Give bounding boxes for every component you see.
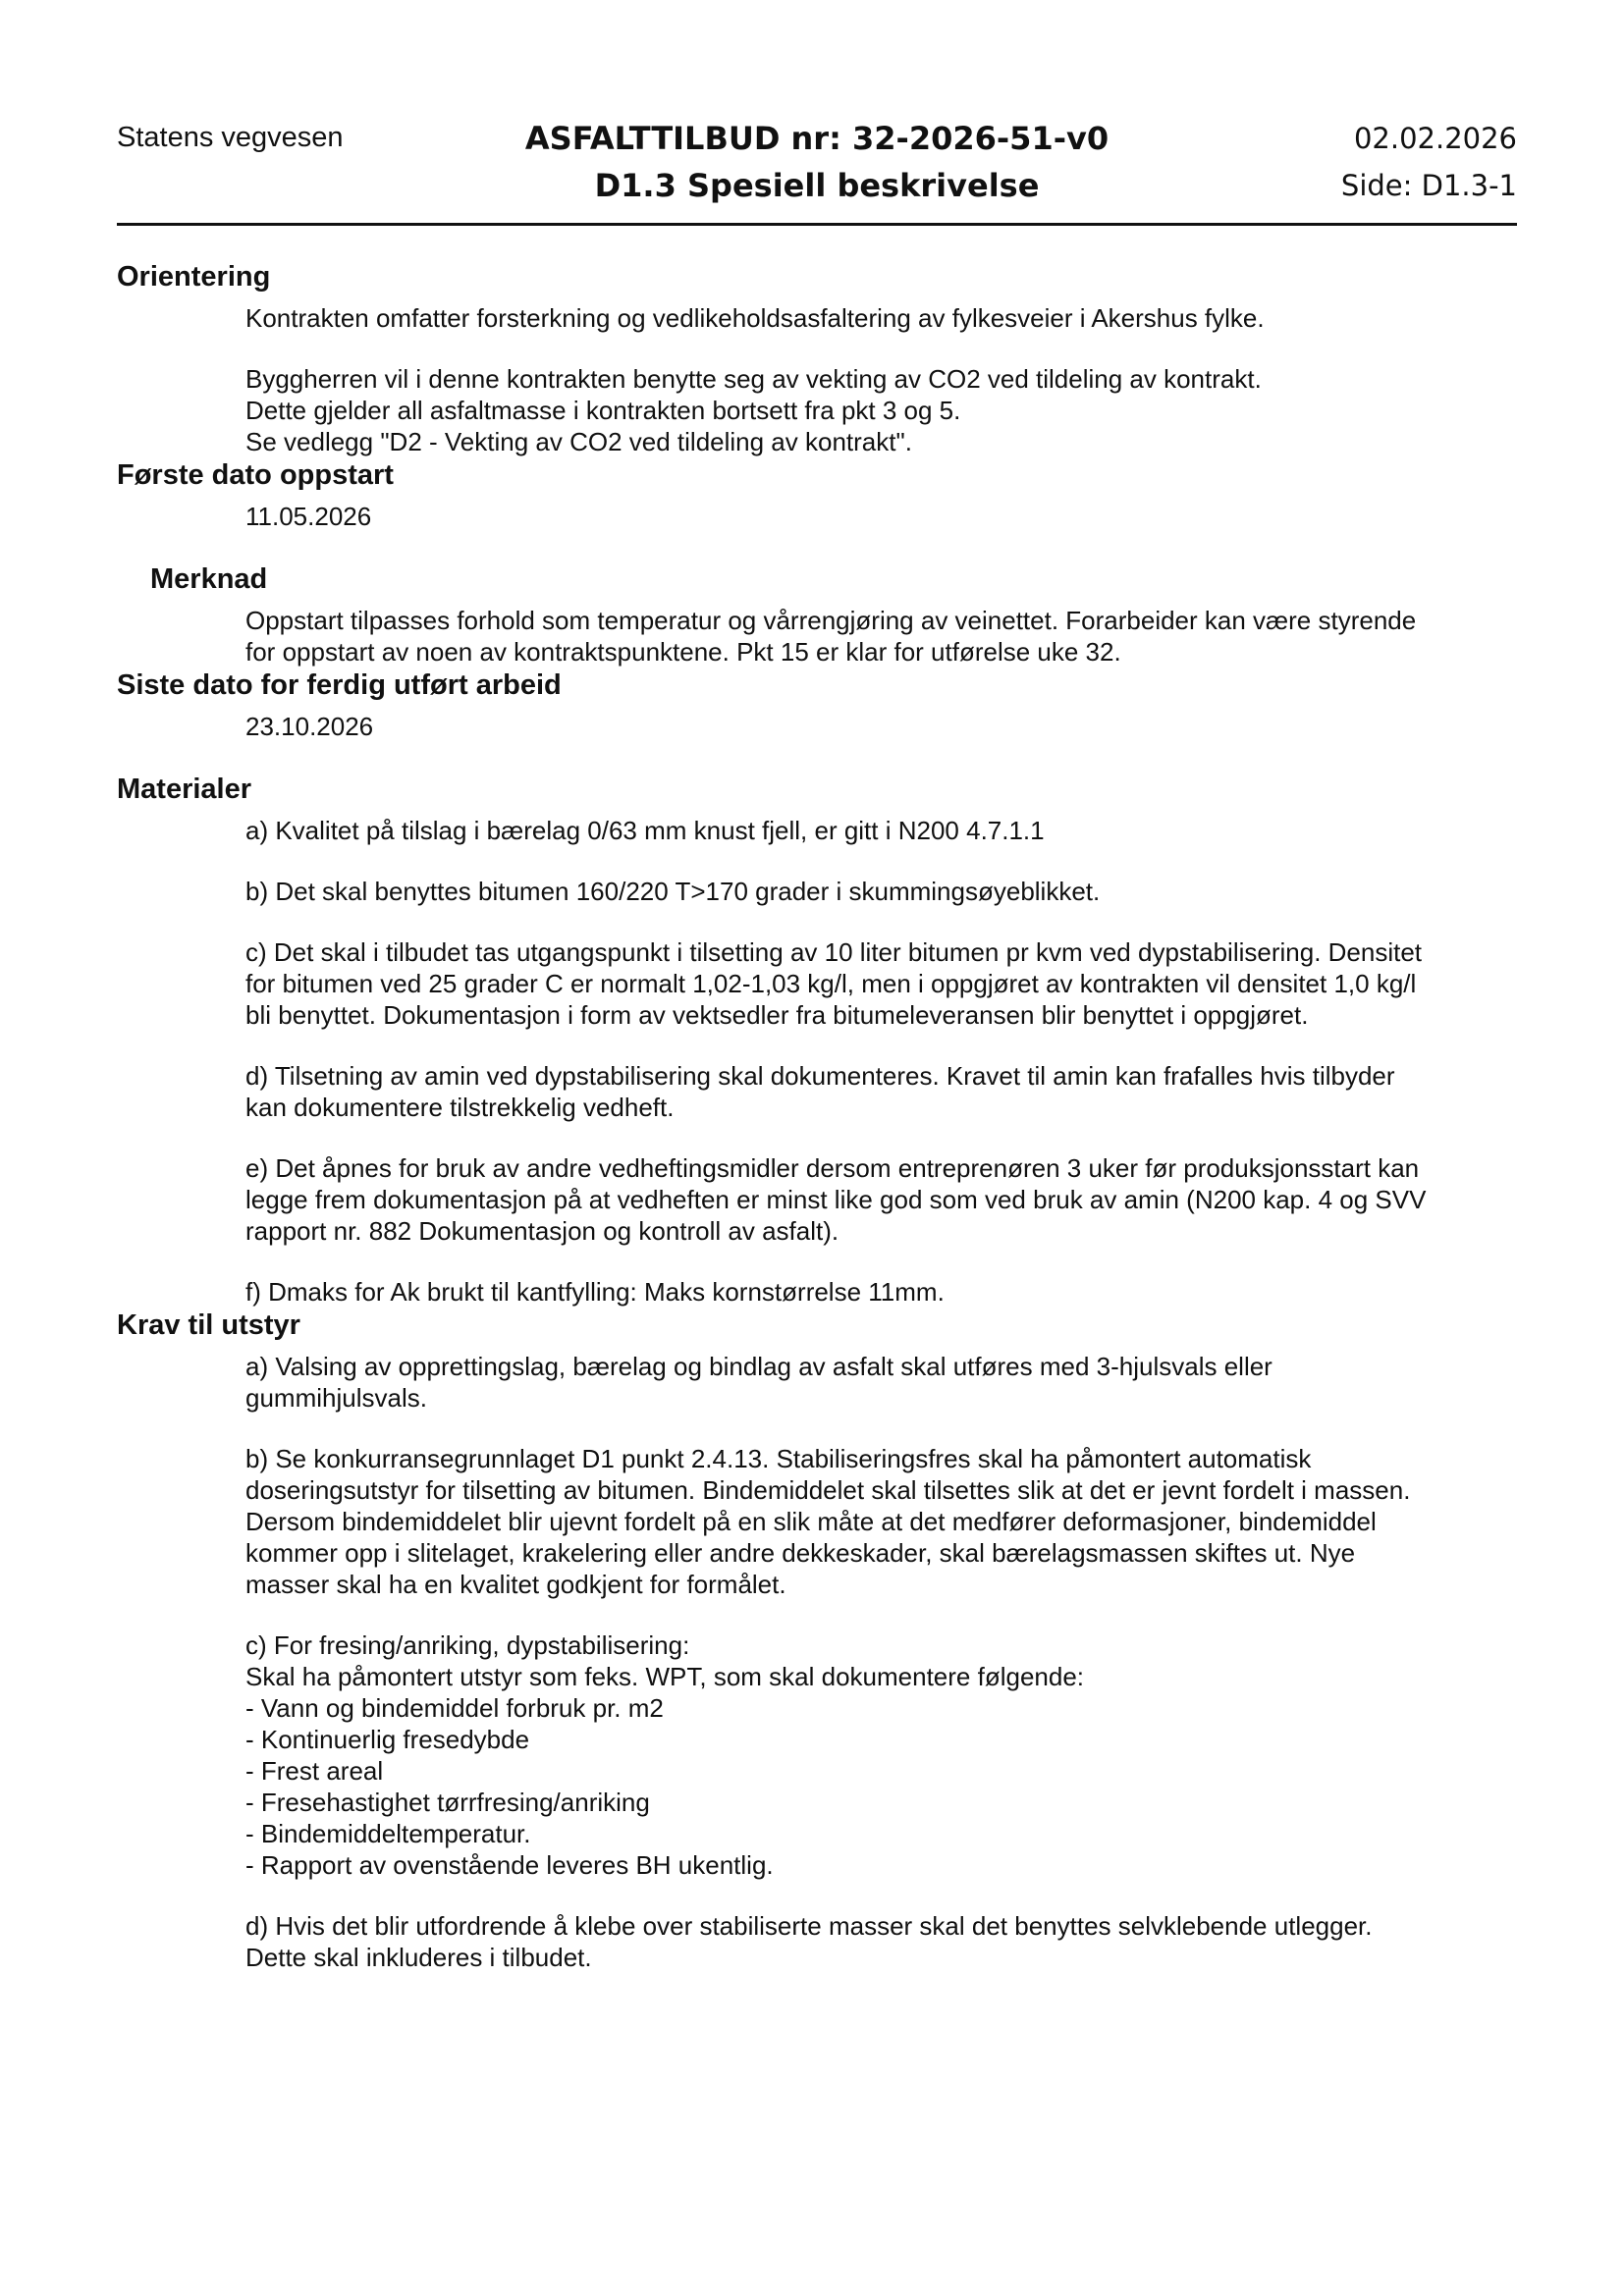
- document-title: ASFALTTILBUD nr: 32-2026-51-v0: [524, 120, 1110, 157]
- forste-dato-value: 11.05.2026: [245, 502, 372, 531]
- page-header: [117, 116, 1517, 224]
- materialer-item-e: e) Det åpnes for bruk av andre vedheftingsmidler dersom entreprenøren 3 uker før produksjonsstart kan legge frem dokumentasjon på at vedheften er minst like god som ved bruk av amin (N200 kap. 4 og SVV rapport nr. 882 Dokumentasjon og kontroll av asfalt).: [245, 1153, 1427, 1246]
- heading-siste-dato: Siste dato for ferdig utført arbeid: [117, 669, 562, 701]
- document-body: [117, 259, 1517, 1973]
- krav-item-a: a) Valsing av opprettingslag, bærelag og bindlag av asfalt skal utføres med 3-hjulsvals eller gummihjulsvals.: [245, 1352, 1272, 1413]
- materialer-item-c: c) Det skal i tilbudet tas utgangspunkt i tilsetting av 10 liter bitumen pr kvm ved dypstabilisering. Densitet for bitumen ved 25 grader C er normalt 1,02-1,03 kg/l, men i oppgjøret av kontrakten vil densitet 1,0 kg/l bli benyttet. Dokumentasjon i form av vektsedler fra bitumeleveransen blir benyttet i oppgjøret.: [245, 937, 1423, 1030]
- krav-item-c: c) For fresing/anriking, dypstabilisering: Skal ha påmontert utstyr som feks. WPT, som skal dokumentere følgende: - Vann og bindemiddel forbruk pr. m2 - Kontinuerlig fresedybde - Frest areal - Fresehastighet tørrfresing/anriking - Bindemiddeltemperatur. - Rapport av ovenstående leveres BH ukentlig.: [245, 1630, 1085, 1880]
- krav-item-d: d) Hvis det blir utfordrende å klebe over stabiliserte masser skal det benyttes selvklebende utlegger. Dette skal inkluderes i tilbudet.: [245, 1911, 1373, 1972]
- merknad-text: Oppstart tilpasses forhold som temperatur og vårrengjøring av veinettet. Forarbeider kan være styrende for oppstart av noen av kontraktspunktene. Pkt 15 er klar for utførelse uke 32.: [245, 606, 1417, 667]
- document-subtitle: D1.3 Spesiell beskrivelse: [594, 167, 1040, 204]
- heading-forste-dato: Første dato oppstart: [117, 459, 394, 491]
- materialer-item-f: f) Dmaks for Ak brukt til kantfylling: Maks kornstørrelse 11mm.: [245, 1277, 945, 1307]
- document-date: 02.02.2026: [1353, 122, 1517, 155]
- materialer-item-a: a) Kvalitet på tilslag i bærelag 0/63 mm knust fjell, er gitt i N200 4.7.1.1: [245, 816, 1045, 845]
- krav-item-b: b) Se konkurransegrunnlaget D1 punkt 2.4.13. Stabiliseringsfres skal ha påmontert automatisk doseringsutstyr for tilsetting av bitumen. Bindemiddelet skal tilsettes slik at det er jevnt fordelt i massen. Dersom bindemiddelet blir ujevnt fordelt på en slik måte at det medfører deformasjoner, bindemiddel kommer opp i slitelaget, krakelering eller andre dekkeskader, skal bærelagsmassen skiftes ut. Nye masser skal ha en kvalitet godkjent for formålet.: [245, 1444, 1411, 1599]
- organization-name: Statens vegvesen: [117, 122, 344, 153]
- heading-krav-til-utstyr: Krav til utstyr: [117, 1309, 300, 1341]
- heading-orientering: Orientering: [117, 261, 271, 293]
- orientering-paragraph-2: Byggherren vil i denne kontrakten benytte seg av vekting av CO2 ved tildeling av kontrakt. Dette gjelder all asfaltmasse i kontrakten bortsett fra pkt 3 og 5. Se vedlegg "D2 - Vekting av CO2 ved tildeling av kontrakt".: [245, 364, 1262, 456]
- materialer-item-d: d) Tilsetning av amin ved dypstabilisering skal dokumenteres. Kravet til amin kan frafalles hvis tilbyder kan dokumentere tilstrekkelig vedheft.: [245, 1061, 1395, 1122]
- page-number: Side: D1.3-1: [1340, 169, 1517, 202]
- heading-merknad: Merknad: [150, 563, 268, 595]
- heading-materialer: Materialer: [117, 774, 252, 805]
- orientering-paragraph-1: Kontrakten omfatter forsterkning og vedlikeholdsasfaltering av fylkesveier i Akershus fylke.: [245, 303, 1265, 333]
- siste-dato-value: 23.10.2026: [245, 712, 374, 741]
- header-divider: [117, 223, 1517, 226]
- materialer-item-b: b) Det skal benyttes bitumen 160/220 T>170 grader i skummingsøyeblikket.: [245, 877, 1101, 906]
